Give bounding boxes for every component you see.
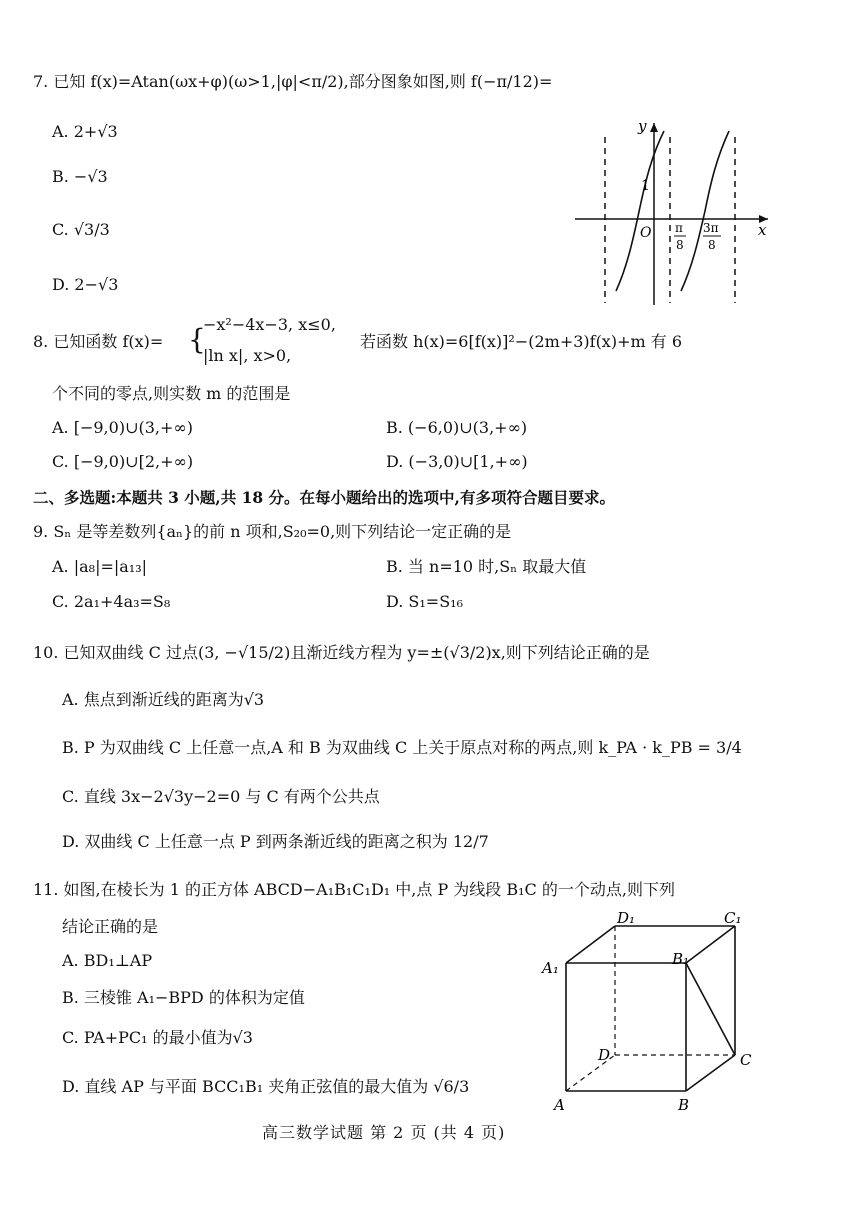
q9-stem: 9. Sₙ 是等差数列{aₙ}的前 n 项和,S₂₀=0,则下列结论一定正确的是 <box>33 522 512 541</box>
q11-option-b: B. 三棱锥 A₁−BPD 的体积为定值 <box>62 988 305 1007</box>
q7-stem: 7. 已知 f(x)=Atan(ωx+φ)(ω>1,|φ|<π/2),部分图象如图,则 f(−π/12)= <box>33 72 553 91</box>
q7-option-b: B. −√3 <box>52 167 108 186</box>
q8-option-a: A. [−9,0)∪(3,+∞) <box>52 418 193 437</box>
q8-stem-suffix: 若函数 h(x)=6[f(x)]²−(2m+3)f(x)+m 有 6 <box>360 332 683 351</box>
q7-option-d: D. 2−√3 <box>52 275 119 294</box>
q7-option-a: A. 2+√3 <box>52 122 118 141</box>
q11-option-a: A. BD₁⊥AP <box>62 951 153 970</box>
q11-stem-line2: 结论正确的是 <box>62 917 159 936</box>
q9-option-c: C. 2a₁+4a₃=S₈ <box>52 592 171 611</box>
q8-piece-2: |ln x|, x>0, <box>203 346 292 365</box>
q8-option-d: D. (−3,0)∪[1,+∞) <box>386 452 528 471</box>
tick1-numerator: π <box>675 221 683 235</box>
q8-stem-prefix: 8. 已知函数 f(x)= <box>33 332 164 351</box>
tick1-denominator: 8 <box>676 238 684 252</box>
edge-a1d1 <box>566 926 615 963</box>
section-2-heading: 二、多选题:本题共 3 小题,共 18 分。在每小题给出的选项中,有多项符合题目要求。 <box>33 488 615 507</box>
vertex-a1-label: A₁ <box>542 959 559 977</box>
x-axis-label: x <box>758 221 767 239</box>
cube-figure <box>538 908 768 1118</box>
q7-option-c: C. √3/3 <box>52 220 110 239</box>
vertex-b-label: B <box>678 1096 690 1114</box>
q9-option-d: D. S₁=S₁₆ <box>386 592 463 611</box>
q11-stem: 11. 如图,在棱长为 1 的正方体 ABCD−A₁B₁C₁D₁ 中,点 P 为线段 B₁C 的一个动点,则下列 <box>33 880 675 899</box>
origin-label: O <box>640 225 652 241</box>
q10-option-d: D. 双曲线 C 上任意一点 P 到两条渐近线的距离之积为 12/7 <box>62 832 489 851</box>
q8-stem-line2: 个不同的零点,则实数 m 的范围是 <box>52 384 291 403</box>
vertex-c1-label: C₁ <box>724 909 742 927</box>
vertex-d1-label: D₁ <box>617 909 636 927</box>
tan-graph-figure <box>570 115 775 310</box>
segment-b1c <box>686 963 735 1055</box>
tick2-denominator: 8 <box>708 238 716 252</box>
vertex-a-label: A <box>554 1096 565 1114</box>
q10-stem: 10. 已知双曲线 C 过点(3, −√15/2)且渐近线方程为 y=±(√3/2)x,则下列结论正确的是 <box>33 643 650 662</box>
q10-option-a: A. 焦点到渐近线的距离为√3 <box>62 690 265 709</box>
tan-branch-1 <box>616 131 664 291</box>
y-axis-arrow <box>650 123 658 132</box>
edge-cb <box>686 1055 735 1091</box>
q9-option-a: A. |a₈|=|a₁₃| <box>52 557 148 576</box>
q11-option-d: D. 直线 AP 与平面 BCC₁B₁ 夹角正弦值的最大值为 √6/3 <box>62 1077 470 1096</box>
q9-option-b: B. 当 n=10 时,Sₙ 取最大值 <box>386 557 587 576</box>
edge-c1b1 <box>686 926 735 963</box>
vertex-d-label: D <box>598 1046 611 1064</box>
q10-option-c: C. 直线 3x−2√3y−2=0 与 C 有两个公共点 <box>62 787 380 806</box>
vertex-b1-label: B₁ <box>672 950 690 968</box>
tick2-numerator: 3π <box>703 221 719 235</box>
q8-brace: { <box>188 323 206 356</box>
q11-option-c: C. PA+PC₁ 的最小值为√3 <box>62 1028 253 1047</box>
tan-branch-2 <box>681 131 729 291</box>
y-one-label: 1 <box>641 178 650 194</box>
vertex-c-label: C <box>740 1051 752 1069</box>
y-axis-label: y <box>638 117 647 135</box>
q8-piece-1: −x²−4x−3, x≤0, <box>203 315 336 334</box>
q8-option-c: C. [−9,0)∪[2,+∞) <box>52 452 194 471</box>
page-footer: 高三数学试题 第 2 页 (共 4 页) <box>262 1123 506 1142</box>
q8-option-b: B. (−6,0)∪(3,+∞) <box>386 418 528 437</box>
q10-option-b: B. P 为双曲线 C 上任意一点,A 和 B 为双曲线 C 上关于原点对称的两点,则 k_PA · k_PB = 3/4 <box>62 738 742 757</box>
